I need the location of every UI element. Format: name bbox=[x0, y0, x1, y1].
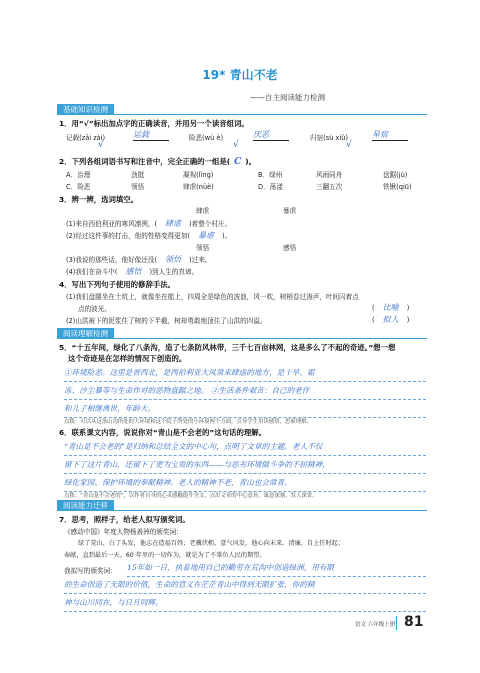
answer-line: ①环境险恶。这里是晋西北，是西伯利亚大风常来肆虐的地方，是干旱、霜 bbox=[64, 364, 426, 382]
q7-stem: 7．思考，照样子，给老人拟写颁奖词。 bbox=[59, 515, 190, 524]
section-transfer-header: 阅读能力迁移 bbox=[57, 500, 114, 511]
q3-s1: (1)来自西伯利亚的寒风凛冽，( bbox=[66, 220, 158, 228]
q2-row-1-b: 劲挺 bbox=[131, 171, 145, 179]
footer-divider bbox=[396, 616, 397, 630]
q3-s4-end: )到人生的真谛。 bbox=[149, 268, 199, 276]
answer-line: 绿化家园、保护环境的奉献精神。老人的精神不老，青山也会常青。 bbox=[64, 474, 426, 492]
q7-quote-line-1: 绿了荒山，白了头发，他志在造福百姓；老骥伏枥，意气风发，他心向未来。清廉，自上任时起； bbox=[78, 540, 345, 547]
q4-answer-2: 拟人 bbox=[382, 315, 399, 324]
q2-answer: C bbox=[234, 157, 242, 167]
q3-answer-4: 感悟 bbox=[125, 267, 142, 276]
section-reading-header: 阅读理解检测 bbox=[57, 328, 114, 339]
page-number: 81 bbox=[404, 614, 424, 630]
q1-answer-3: 星宿 bbox=[372, 129, 408, 141]
q2-stem bbox=[59, 156, 256, 167]
q4-answer-1: 比喻 bbox=[382, 303, 399, 312]
q3-word-option: 感悟 bbox=[283, 244, 297, 252]
check-mark-icon: √ bbox=[346, 140, 352, 150]
q4-sentence-1: (1)我们盘腿坐在土炕上，就像坐在船上，四周全是绿色的波浪，风一吹，树梢卷过涛声，叶间闪着点 bbox=[66, 293, 359, 301]
q3-sentence-3 bbox=[66, 254, 211, 265]
q3-sentence-4 bbox=[66, 266, 198, 277]
q2-row-1-a: A．治理 bbox=[66, 171, 91, 179]
q4-sentence-2: (2)山洪被下的泥浆住了树的下半截，树却勇敢地顶住了山洪的四溢。 bbox=[66, 317, 267, 325]
q3-sentence-1 bbox=[66, 218, 231, 229]
check-mark-icon: √ bbox=[98, 140, 104, 150]
q7-answer bbox=[64, 576, 426, 612]
q1-stem: 1．用“√”标出加点字的正确读音，并用另一个读音组词。 bbox=[59, 119, 249, 128]
section-divider bbox=[57, 338, 427, 339]
q5-hint: 点拨：可以从这条山沟所处的大环境和这个院子所处的小环境两个方面，引导学生用读感悟，思索理解。 bbox=[64, 419, 312, 425]
q3-stem: 3．辨一辨，选词填空。 bbox=[59, 195, 139, 204]
q1-item-1: 记载(zǎi zài) bbox=[66, 134, 106, 142]
q2-row-2-d: D．荡漾 bbox=[258, 183, 283, 191]
q3-s3-end: )过来。 bbox=[189, 256, 212, 264]
q5-answer bbox=[64, 364, 426, 418]
answer-line: 和儿子相继离世，年龄大。 bbox=[64, 400, 426, 418]
q2-row-2-a: C．险恶 bbox=[66, 183, 91, 191]
q2-row-1-e: 风雨同舟 bbox=[316, 171, 343, 179]
q6-hint: 点拨：“青山是不会老的”，以作者自身的心灵感触提升全文，点出文章的中心意旨，寓意深刻，发人深省。 bbox=[64, 493, 318, 499]
q3-sentence-2 bbox=[66, 230, 231, 241]
answer-line: 15年如一日，执着地用自己的勤劳在荒沟中创造绿洲，用有限 bbox=[127, 559, 426, 577]
q2-row-1-d: B．绿州 bbox=[258, 171, 283, 179]
q3-word-option: 暴虐 bbox=[283, 207, 297, 215]
check-mark-icon: √ bbox=[233, 140, 239, 150]
page-title: 19* 青山不老 bbox=[202, 68, 278, 82]
q1-answer-2: 厌恶 bbox=[253, 129, 289, 141]
q6-stem: 6．联系课文内容，说说你对“青山是不会老的”这句话的理解。 bbox=[59, 428, 267, 437]
q4-answer-1-box: ( 比喻 ) bbox=[372, 303, 410, 312]
q3-s2-end: )。 bbox=[222, 232, 232, 240]
answer-line: 冻、沙尘暴等与生命作对的恶物盘踞之地。 ②生活条件艰苦：自己的老伴 bbox=[64, 382, 426, 400]
q2-row-2-c: 肆虐(nüè) bbox=[183, 183, 214, 191]
q1-answer-1: 运载 bbox=[133, 129, 169, 141]
q2-row-2-b: 领悟 bbox=[131, 183, 145, 191]
section-basic-header: 基础知识检测 bbox=[57, 104, 114, 115]
answer-line: “青山是不会老的”是归纳和总结全文的中心句，点明了文章的主题。老人不仅 bbox=[64, 438, 426, 456]
q3-answer-3: 领悟 bbox=[165, 255, 182, 264]
q2-row-2-e: 三翻五次 bbox=[316, 183, 343, 191]
q2-row-2-f: 铁锹(qiū) bbox=[383, 183, 412, 191]
q5-stem-line-2: 这个奇迹是在怎样的情况下创造的。 bbox=[68, 354, 187, 363]
q2-row-1-c: 凝视(lǐng) bbox=[183, 171, 214, 179]
page-subtitle: ——自主阅读能力检测 bbox=[250, 93, 325, 102]
section-divider bbox=[57, 114, 427, 115]
q7-intro: 《感动中国》年度人物杨善洲的颁奖词： bbox=[64, 528, 183, 536]
q2-stem-text: 2．下列各组词语书写和注音中，完全正确的一组是( bbox=[59, 157, 231, 166]
q3-answer-1: 肆虐 bbox=[165, 219, 182, 228]
q5-stem-line-1: 5．“十五年间，绿化了八条沟，造了七条防风林带，三千七百亩林网，这是多么了不起的奇迹。”想一想 bbox=[59, 343, 396, 352]
q3-s3: (3)我说的那些话，他好像还没( bbox=[66, 256, 158, 264]
footer-label: 语文 六年级上册 bbox=[355, 622, 396, 628]
q1-item-3: 归宿(sù xiǔ) bbox=[310, 134, 348, 142]
q7-label: 我拟写的颁奖词： bbox=[64, 567, 117, 575]
answer-line: 神与山川同在，与日月同辉。 bbox=[64, 594, 426, 612]
q3-answer-2: 暴虐 bbox=[198, 231, 215, 240]
answer-line: 留下了这片青山，还留下了更为宝贵的东西——与恶劣环境做斗争的不屈精神， bbox=[64, 456, 426, 474]
q2-row-1-f: 盘踞(jù) bbox=[383, 171, 408, 179]
q3-word-option: 领悟 bbox=[196, 244, 210, 252]
q7-quote-line-2: 奉献，直到最后一天。60 年里的一切作为，就是为了不辜负人民的期望。 bbox=[64, 552, 266, 559]
q4-answer-2-box: ( 拟人 ) bbox=[372, 315, 410, 324]
q6-answer bbox=[64, 438, 426, 492]
q3-word-option: 肆虐 bbox=[196, 207, 210, 215]
q3-s2: (2)经过这件事的打击，他的性格变得更加( bbox=[66, 232, 191, 240]
q4-stem: 4．写出下列句子使用的修辞手法。 bbox=[59, 280, 176, 289]
q2-stem-end: )。 bbox=[245, 157, 257, 166]
q3-s4: (4)我们在奋斗中( bbox=[66, 268, 118, 276]
answer-line: 的生命创造了无限的价值，生命的意义在茫茫青山中得到无限扩张，你的精 bbox=[64, 576, 426, 594]
q4-sentence-1-cont: 点的波光。 bbox=[78, 305, 111, 313]
q1-item-2: 险恶(wù è) bbox=[189, 134, 224, 142]
q7-answer-line-1 bbox=[127, 559, 426, 577]
q3-s1-end: )着整个村庄。 bbox=[189, 220, 232, 228]
section-divider bbox=[57, 510, 427, 511]
